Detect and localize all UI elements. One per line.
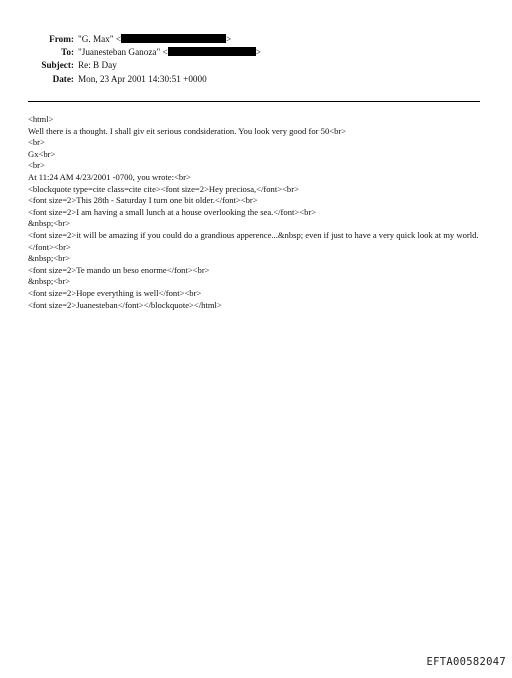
- body-line: Gx<br>: [28, 148, 56, 159]
- subject-label: Subject:: [41, 60, 74, 71]
- body-line: <br>: [28, 137, 45, 148]
- from-label: From:: [49, 34, 74, 44]
- date-label: Date:: [52, 73, 74, 84]
- body-line: <blockquote type=cite class=cite cite><font size=2>Hey preciosa,</font><br>: [28, 183, 299, 194]
- document-id: EFTA00582047: [426, 656, 506, 668]
- body-line: <font size=2>Hope everything is well</font><br>: [28, 287, 202, 298]
- body-line: <font size=2>I am having a small lunch at a house overlooking the sea.</font><br>: [28, 206, 317, 217]
- email-header: [0, 33, 512, 86]
- header-to-row: [0, 46, 512, 59]
- redaction-box: [168, 47, 256, 56]
- redaction-box: [121, 34, 226, 43]
- body-line: Well there is a thought. I shall giv eit serious condsideration. You look very good for 50<br>: [28, 125, 347, 136]
- body-line: <font size=2>Te mando un beso enorme</font><br>: [28, 264, 210, 275]
- body-line: At 11:24 AM 4/23/2001 -0700, you wrote:<br>: [28, 171, 191, 182]
- email-body: [28, 114, 483, 311]
- to-label: To:: [61, 47, 74, 58]
- from-close: >: [226, 34, 232, 44]
- body-line: &nbsp;<br>: [28, 253, 71, 264]
- from-name: "G. Max" <: [78, 34, 122, 44]
- body-line: <font size=2>it will be amazing if you could do a grandious apperence...&nbsp; even if just to have a very quick look at my world.</font><br>: [28, 229, 479, 252]
- body-line: &nbsp;<br>: [28, 276, 71, 287]
- body-line: <br>: [28, 160, 45, 171]
- date-value: Mon, 23 Apr 2001 14:30:51 +0000: [78, 73, 207, 84]
- header-from-row: [0, 33, 512, 46]
- header-divider: [28, 101, 480, 102]
- body-line: <font size=2>This 28th - Saturday I turn one bit older.</font><br>: [28, 195, 258, 206]
- subject-value: Re: B Day: [78, 60, 117, 71]
- to-name: "Juanesteban Ganoza" <: [78, 47, 168, 58]
- to-close: >: [255, 47, 261, 58]
- to-value: [78, 46, 261, 59]
- header-subject-row: [0, 59, 512, 72]
- body-line: &nbsp;<br>: [28, 218, 71, 229]
- header-date-row: [0, 73, 512, 86]
- from-value: [78, 33, 231, 46]
- body-line: <font size=2>Juanesteban</font></blockquote></html>: [28, 299, 222, 310]
- body-line: <html>: [28, 114, 54, 124]
